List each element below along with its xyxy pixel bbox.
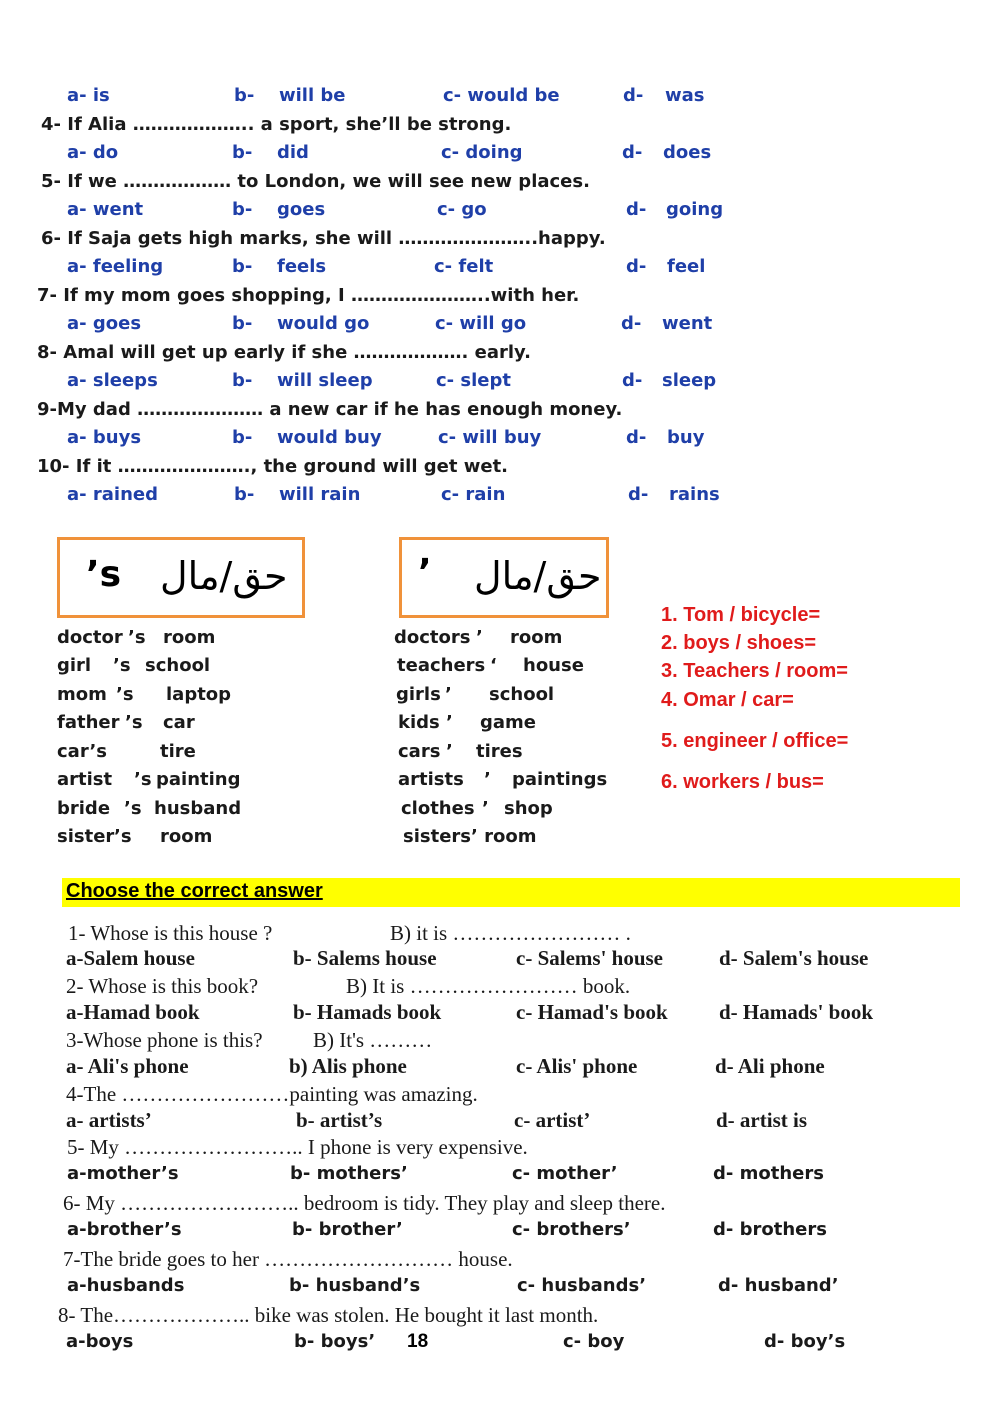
owner-word: sisters’ room	[403, 826, 537, 847]
question-text: 7- If my mom goes shopping, I …………………..with her.	[37, 285, 580, 306]
owned-noun: paintings	[512, 769, 608, 790]
option-d: went	[662, 313, 713, 334]
option-a: a- rained	[67, 484, 158, 505]
arabic-possession-label: حق/مال	[474, 554, 602, 598]
apostrophe-mark: ’	[476, 627, 483, 648]
owned-noun: painting	[156, 769, 241, 790]
option-d-letter: d-	[622, 370, 643, 391]
option-d: buy	[667, 427, 705, 448]
owner-word: clothes	[401, 798, 475, 819]
owned-noun: room	[160, 826, 213, 847]
apostrophe-mark: ’s	[114, 826, 132, 847]
question-text: 5- If we ……………… to London, we will see new places.	[41, 171, 590, 192]
option-d-letter: d-	[621, 313, 642, 334]
option-d: sleep	[662, 370, 717, 391]
option-c: c- felt	[434, 256, 494, 277]
option-c: c- go	[437, 199, 487, 220]
option-c: c- Alis' phone	[516, 1054, 638, 1078]
option-a: a- is	[67, 85, 110, 106]
owner-word: artists	[398, 769, 464, 790]
owned-noun: laptop	[166, 684, 232, 705]
option-a: a- sleeps	[67, 370, 158, 391]
option-a: a- do	[67, 142, 119, 163]
option-d: d- mothers	[713, 1163, 824, 1184]
question-text: 5- My …………………….. I phone is very expensive.	[67, 1135, 528, 1159]
owner-word: doctors	[394, 627, 471, 648]
option-c: c- mother’	[512, 1163, 618, 1184]
option-c: c- doing	[441, 142, 523, 163]
apostrophe-mark: ’	[418, 552, 432, 593]
option-c: c- slept	[436, 370, 511, 391]
apostrophe-mark: ’s	[116, 684, 134, 705]
apostrophe-mark: ’	[445, 684, 452, 705]
owned-noun: school	[145, 655, 211, 676]
option-d: d- artist is	[716, 1108, 807, 1132]
owned-noun: room	[163, 627, 216, 648]
owned-noun: room	[510, 627, 563, 648]
option-b: feels	[277, 256, 327, 277]
option-b-letter: b-	[232, 370, 253, 391]
option-b: b- brother’	[292, 1219, 403, 1240]
option-b-letter: b-	[232, 256, 253, 277]
option-a: a-Hamad book	[66, 1000, 200, 1024]
owned-noun: shop	[504, 798, 553, 819]
option-a: a- Ali's phone	[66, 1054, 189, 1078]
exercise-item: 3. Teachers / room=	[661, 660, 848, 682]
option-b-letter: b-	[232, 427, 253, 448]
option-b: b- husband’s	[289, 1275, 421, 1296]
owned-noun: tire	[160, 741, 196, 762]
option-d: d- Ali phone	[715, 1054, 825, 1078]
option-b: goes	[277, 199, 326, 220]
answer-stem: B) It is …………………… book.	[346, 974, 631, 998]
option-b: b- mothers’	[290, 1163, 408, 1184]
option-d: going	[666, 199, 724, 220]
owned-noun: game	[480, 712, 536, 733]
owned-noun: house	[523, 655, 584, 676]
answer-stem: B) It's ………	[313, 1028, 433, 1052]
option-c: c- Salems' house	[516, 946, 663, 970]
option-d: was	[665, 85, 705, 106]
option-b: will rain	[279, 484, 361, 505]
apostrophe-mark: ’s	[125, 712, 143, 733]
option-b-letter: b-	[232, 313, 253, 334]
question-text: 2- Whose is this book?	[66, 974, 259, 998]
apostrophe-mark: ’	[482, 798, 489, 819]
option-a: a-mother’s	[67, 1163, 179, 1184]
question-text: 8- Amal will get up early if she ………………. early.	[37, 342, 531, 363]
option-c: c- boy	[563, 1331, 625, 1352]
option-d: d- Hamads' book	[719, 1000, 874, 1024]
option-d: d- Salem's house	[719, 946, 869, 970]
exercise-item: 6. workers / bus=	[661, 771, 824, 793]
apostrophe-mark: ’	[446, 712, 453, 733]
option-b: did	[277, 142, 309, 163]
option-d-letter: d-	[622, 142, 643, 163]
apostrophe-mark: ’s	[128, 627, 146, 648]
owner-word: father	[57, 712, 120, 733]
option-a: a-Salem house	[66, 946, 195, 970]
apostrophe-mark: ’	[446, 741, 453, 762]
option-b: b) Alis phone	[289, 1054, 407, 1078]
option-c: c- will go	[435, 313, 527, 334]
question-text: 6- If Saja gets high marks, she will …………………..happy.	[41, 228, 606, 249]
question-text: 10- If it …………………., the ground will get wet.	[37, 456, 509, 477]
option-d: feel	[667, 256, 706, 277]
option-d: does	[663, 142, 712, 163]
owner-word: kids	[398, 712, 440, 733]
option-a: a-boys	[66, 1331, 134, 1352]
apostrophe-mark: ’s	[124, 798, 142, 819]
owner-word: teachers	[397, 655, 486, 676]
owned-noun: tires	[476, 741, 523, 762]
owned-noun: car	[163, 712, 195, 733]
page-number: 18	[407, 1331, 429, 1352]
option-b-letter: b-	[234, 484, 255, 505]
option-b: b- Salems house	[293, 946, 437, 970]
section-heading: Choose the correct answer	[66, 880, 323, 902]
question-text: 9-My dad ………………… a new car if he has enough money.	[37, 399, 623, 420]
option-a: a- goes	[67, 313, 142, 334]
option-b-letter: b-	[232, 142, 253, 163]
owner-word: cars	[398, 741, 441, 762]
question-text: 4-The ……………………painting was amazing.	[66, 1082, 478, 1106]
option-b: will sleep	[277, 370, 373, 391]
option-d: rains	[669, 484, 720, 505]
option-c: c- rain	[441, 484, 506, 505]
option-c: c- husbands’	[517, 1275, 647, 1296]
option-b-letter: b-	[232, 199, 253, 220]
option-d-letter: d-	[626, 427, 647, 448]
owned-noun: school	[489, 684, 555, 705]
option-c: c- Hamad's book	[516, 1000, 668, 1024]
option-b: will be	[279, 85, 346, 106]
question-text: 6- My …………………….. bedroom is tidy. They play and sleep there.	[63, 1191, 666, 1215]
owner-word: doctor	[57, 627, 123, 648]
question-text: 4- If Alia ……………….. a sport, she’ll be strong.	[41, 114, 512, 135]
option-d-letter: d-	[628, 484, 649, 505]
option-b-letter: b-	[234, 85, 255, 106]
option-a: a- artists’	[66, 1108, 152, 1132]
answer-stem: B) it is …………………… .	[390, 921, 631, 945]
arabic-possession-label: حق/مال	[160, 554, 288, 598]
apostrophe-mark: ’	[484, 769, 491, 790]
option-b: b- artist’s	[296, 1108, 383, 1132]
option-c: c- would be	[443, 85, 560, 106]
option-c: c- will buy	[438, 427, 542, 448]
option-d: d- boy’s	[764, 1331, 846, 1352]
exercise-item: 2. boys / shoes=	[661, 632, 817, 654]
question-text: 3-Whose phone is this?	[66, 1028, 263, 1052]
owner-word: girl	[57, 655, 92, 676]
exercise-item: 1. Tom / bicycle=	[661, 604, 821, 626]
option-a: a-brother’s	[67, 1219, 182, 1240]
option-c: c- brothers’	[512, 1219, 631, 1240]
question-text: 8- The……………….. bike was stolen. He bought it last month.	[58, 1303, 599, 1327]
question-text: 1- Whose is this house ?	[68, 921, 273, 945]
option-d: d- husband’	[718, 1275, 839, 1296]
option-d-letter: d-	[623, 85, 644, 106]
owner-word: car’s	[57, 741, 108, 762]
option-b: would go	[277, 313, 370, 334]
exercise-item: 4. Omar / car=	[661, 689, 794, 711]
option-a: a- buys	[67, 427, 142, 448]
option-c: c- artist’	[514, 1108, 591, 1132]
apostrophe-mark: ‘	[490, 655, 497, 676]
question-text: 7-The bride goes to her ……………………… house.	[63, 1247, 513, 1271]
owner-word: girls	[396, 684, 441, 705]
singular-possessive-box	[57, 537, 305, 618]
owner-word: mom	[57, 684, 107, 705]
exercise-item: 5. engineer / office=	[661, 730, 849, 752]
plural-possessive-box	[399, 537, 609, 618]
owner-word: artist	[57, 769, 113, 790]
apostrophe-mark: ’s	[113, 655, 131, 676]
owned-noun: husband	[154, 798, 242, 819]
option-d-letter: d-	[626, 256, 647, 277]
owner-word: sister	[57, 826, 115, 847]
option-d-letter: d-	[626, 199, 647, 220]
option-b: would buy	[277, 427, 382, 448]
option-d: d- brothers	[713, 1219, 827, 1240]
option-a: a- feeling	[67, 256, 164, 277]
option-a: a- went	[67, 199, 144, 220]
apostrophe-s-mark: ’s	[86, 554, 122, 595]
option-b: b- boys’	[294, 1331, 376, 1352]
option-b: b- Hamads book	[293, 1000, 442, 1024]
owner-word: bride	[57, 798, 111, 819]
option-a: a-husbands	[67, 1275, 185, 1296]
apostrophe-mark: ’s	[134, 769, 152, 790]
